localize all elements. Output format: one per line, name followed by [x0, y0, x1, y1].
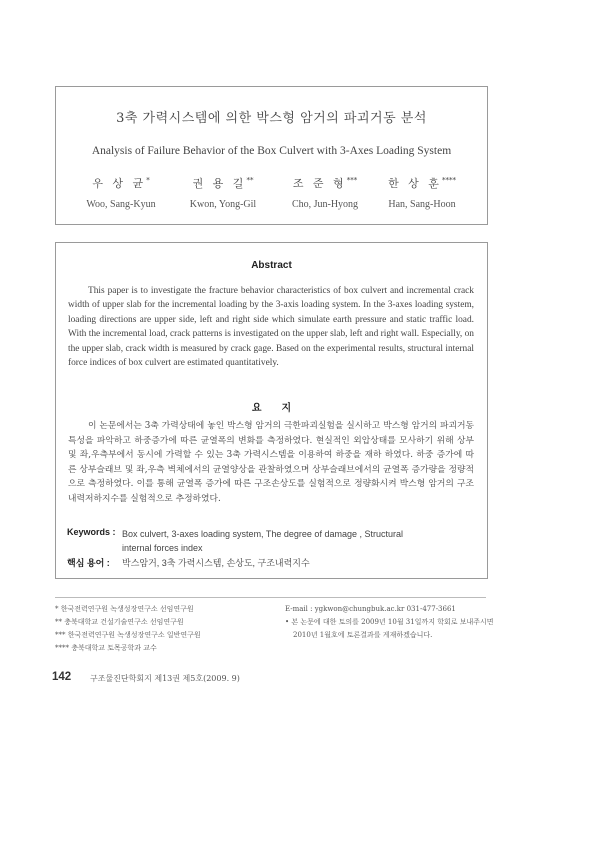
korean-keywords-separator: :: [106, 558, 110, 568]
footnotes-contact: [285, 603, 495, 642]
author-2-name-ko: 권 용 길: [192, 177, 247, 190]
keywords-label: Keywords: [67, 527, 111, 537]
summary-heading: 요 지: [251, 403, 292, 414]
author-3-name-ko: 조 준 형: [292, 177, 347, 190]
korean-keywords-row: [67, 556, 487, 572]
author-1: [71, 175, 171, 210]
contact-email: E-mail : ygkwon@chungbuk.ac.kr 031-477-3661: [285, 605, 456, 613]
author-3-name-en: Cho, Jun-Hyong: [291, 199, 359, 210]
english-title: Analysis of Failure Behavior of the Box Culvert with 3-Axes Loading System: [91, 145, 452, 157]
discussion-note-line-1: • 본 논문에 대한 토의를 2009년 10월 31일까지 학회로 보내주시면: [285, 618, 494, 626]
keywords-row: [67, 527, 487, 557]
keywords-value-line-1: Box culvert, 3-axes loading system, The degree of damage , Structural: [122, 529, 403, 539]
korean-title: 3축 가력시스템에 의한 박스형 암거의 파괴거동 분석: [116, 111, 427, 126]
keywords-value-line-2: internal forces index: [122, 543, 203, 553]
author-3-mark: ***: [346, 176, 358, 185]
author-2-name-en: Kwon, Yong-Gil: [189, 199, 257, 210]
title-box: [55, 86, 488, 225]
author-2: [173, 175, 273, 210]
author-1-mark: *: [146, 176, 150, 185]
footnote-1: * 한국전력연구원 녹생성장연구소 선임연구원: [55, 605, 194, 613]
author-2-mark: **: [246, 176, 254, 185]
footnotes-affiliations: [55, 603, 275, 655]
abstract-box: [55, 242, 488, 579]
footnote-4: **** 충북대학교 토목공학과 교수: [55, 644, 157, 652]
page-number: 142: [52, 671, 72, 683]
author-4: [372, 175, 472, 210]
author-4-mark: ****: [441, 176, 456, 185]
author-4-name-ko: 한 상 훈: [388, 177, 442, 190]
footnote-rule: [55, 597, 486, 598]
author-3: [275, 175, 375, 210]
korean-keywords-label: 핵심 용어: [67, 558, 105, 568]
author-1-name-en: Woo, Sang-Kyun: [86, 199, 156, 210]
footnote-3: *** 한국전력연구원 녹생성장연구소 일반연구원: [55, 631, 201, 639]
discussion-note-line-2: 2010년 1월호에 토론결과를 게재하겠습니다.: [293, 631, 433, 639]
author-1-name-ko: 우 상 균: [92, 177, 147, 190]
abstract-text: This paper is to investigate the fracture behavior characteristics of box culvert and incremental crack width of upper slab for the incremental loading by the 3-axis loading system. In the 3-axes loading system, loading directions are upper side, left and right side which simulate earth pressure and static traffic load. With the incremental load, crack patterns is investigated on the upper slab, left and right wall. Especially, on the upper slab, crack width is measured by crack gage. Based on the experimental results, structural internal force indices of box culvert are estimated quantitatively.: [68, 286, 474, 369]
author-4-name-en: Han, Sang-Hoon: [388, 199, 456, 210]
korean-keywords-value: 박스암거, 3축 가력시스템, 손상도, 구조내력지수: [122, 558, 310, 568]
summary-text: 이 논문에서는 3축 가력상태에 놓인 박스형 암거의 극한파괴실험을 실시하고 박스형 암거의 파괴거동특성을 파악하고 하중증가에 따른 균열폭의 변화를 측정하였다. 현실적인 외압상태를 모사하기 위해 상부 및 좌,우측부에서 동시에 가력할 수 있는 3축 가력시스템을 이용하여 하중을 재하 하였다. 하중 증가에 따른 상부슬래브 및 좌,우측 벽체에서의 균열양상을 관찰하였으며 상부슬래브에서의 균열폭 증가량을 정량적으로 측정하였다. 이를 통해 균열폭 증가에 따른 구조손상도를 실험적으로 정량화시켜 박스형 암거의 구조내력저하지수를 실험적으로 추정하였다.: [68, 421, 474, 504]
footnote-2: ** 충북대학교 건설기술연구소 선임연구원: [55, 618, 184, 626]
abstract-heading: Abstract: [251, 260, 292, 271]
keywords-separator: :: [112, 527, 116, 537]
journal-citation: 구조물진단학회지 제13권 제5호(2009. 9): [90, 674, 240, 683]
